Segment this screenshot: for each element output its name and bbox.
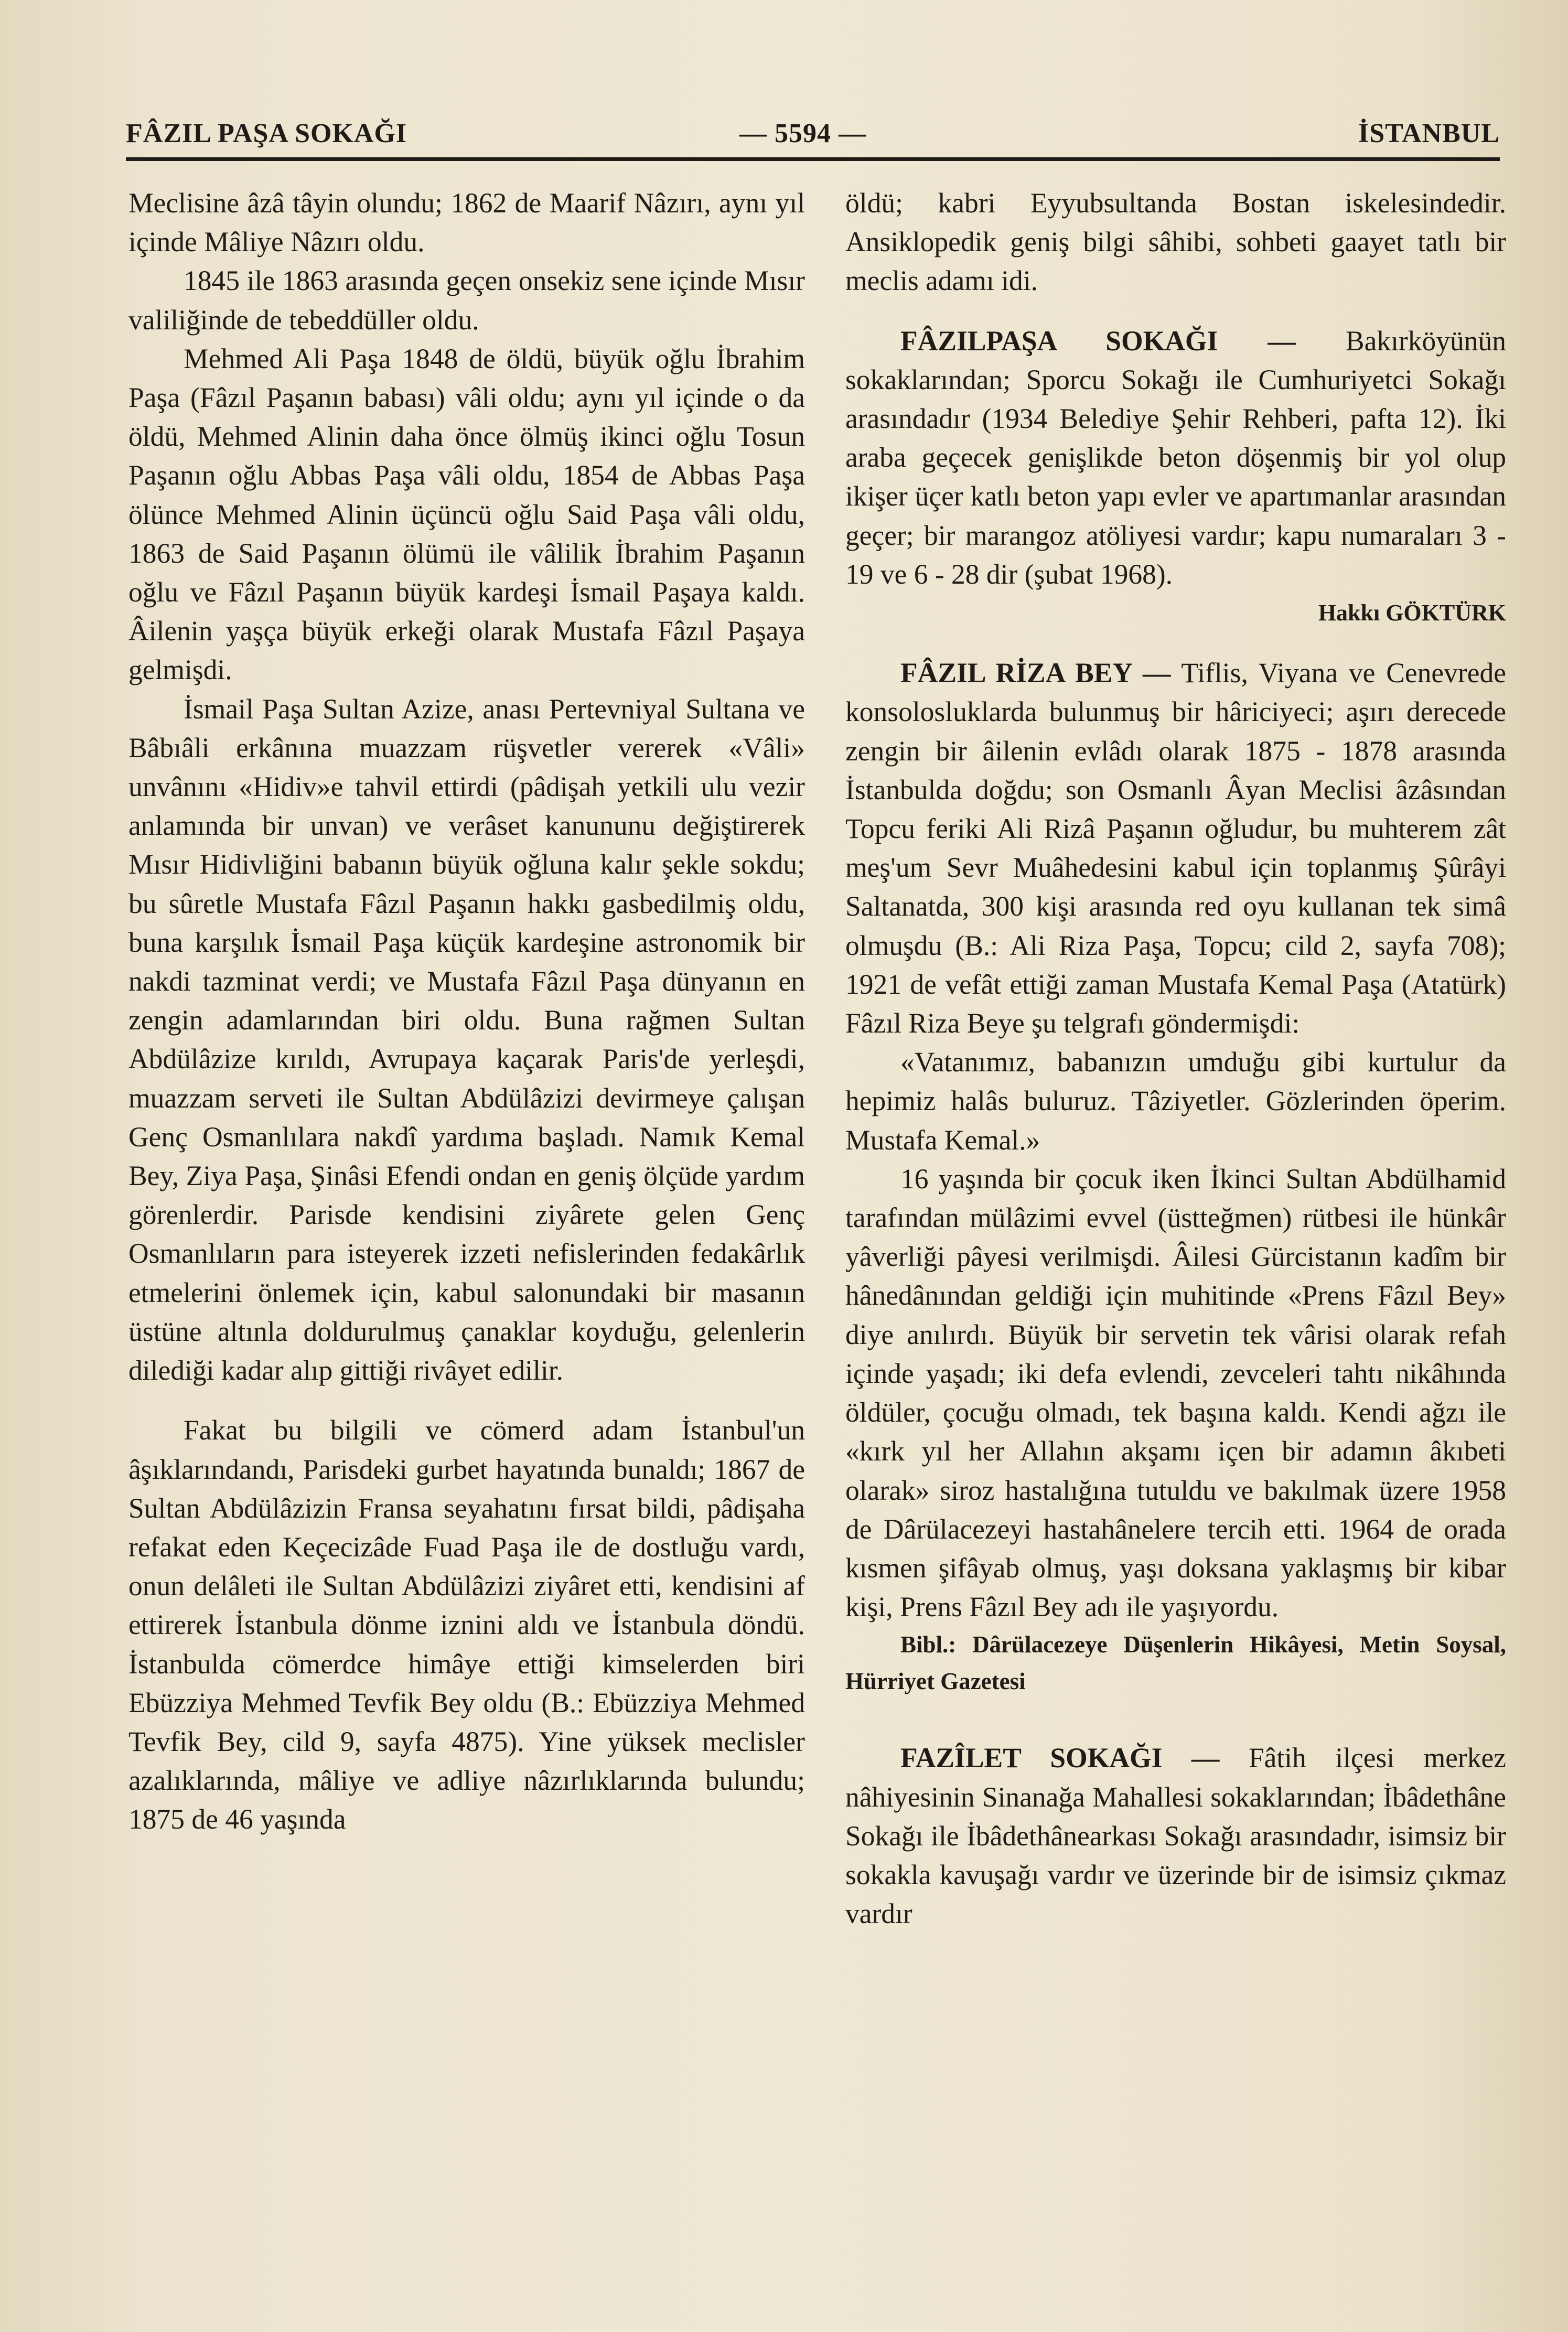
entry-text: Tiflis, Viyana ve Cenevrede konsolosluklarda bulunmuş bir hâriciyeci; aşırı derecede zengin bir âilenin evlâdı olarak 1875 - 1878 arasında İstanbulda doğdu; son Osmanlı Âyan Meclisi âzâsından Topcu feriki Ali Rizâ Paşanın oğludur, bu muhterem zât meş'um Sevr Muâhedesini kabul için toplanmış Şûrâyi Saltanatda, 300 kişi arasında red oyu kullanan tek simâ olmuşdu (B.: Ali Riza Paşa, Topcu; cild 2, sayfa 708); 1921 de vefât ettiği zaman Mustafa Kemal Paşa (Atatürk) Fâzıl Riza Beye şu telgrafı göndermişdi:	[845, 657, 1506, 1039]
telegram-quote: «Vatanımız, babanızın umduğu gibi kurtulur da hepimiz halâs buluruz. Tâziyetler. Gözlerinden öperim. Mustafa Kemal.»	[845, 1046, 1506, 1156]
entry-title: FÂZIL RİZA BEY —	[900, 657, 1171, 689]
paragraph: 1845 ile 1863 arasında geçen onsekiz sene içinde Mısır valiliğinde de tebeddüller oldu.	[128, 265, 805, 336]
entry-text: Fâtih ilçesi merkez nâhiyesinin Sinanağa Mahallesi sokaklarından; İbâdethâne Sokağı ile İbâdethânearkası Sokağı arasındadır, isimsiz bir sokakla kavuşağı vardır ve üzerinde bir de isimsiz çıkmaz vardır	[845, 1742, 1506, 1930]
paragraph: öldü; kabri Eyyubsultanda Bostan iskelesindedir. Ansiklopedik geniş bilgi sâhibi, sohbeti gaayet tatlı bir meclis adamı idi.	[845, 187, 1506, 297]
entry-title: FÂZILPAŞA SOKAĞI —	[900, 325, 1296, 357]
paragraph: Fakat bu bilgili ve cömerd adam İstanbul'un âşıklarındandı, Parisdeki gurbet hayatında bunaldı; 1867 de Sultan Abdülâzizin Fransa seyahatını fırsat bildi, pâdişaha refakat eden Keçecizâde Fuad Paşa ile de dostluğu vardı, onun delâleti ile Sultan Abdülâzizi ziyâret etti, kendisini af ettirerek İstanbula dönme iznini aldı ve İstanbula döndü. İstanbulda cömerdce himâye ettiği kimselerden biri Ebüzziya Mehmed Tevfik Bey oldu (B.: Ebüzziya Mehmed Tevfik Bey, cild 9, sayfa 4875). Yine yüksek meclisler azalıklarında, mâliye ve adliye nâzırlıklarında bulundu; 1875 de 46 yaşında	[128, 1414, 805, 1835]
paragraph: Meclisine âzâ tâyin olundu; 1862 de Maarif Nâzırı, aynı yıl içinde Mâliye Nâzırı oldu.	[128, 187, 805, 258]
right-column	[845, 184, 1506, 1933]
paragraph: İsmail Paşa Sultan Azize, anası Pertevniyal Sultana ve Bâbıâli erkânına muazzam rüşvetler vererek «Vâli» unvânını «Hidiv»e tahvil ettirdi (pâdişah yetkili ulu vezir anlamında bir unvan) ve verâset kanununu değiştirerek Mısır Hidivliğini babanın büyük oğluna kalır şekle sokdu; bu sûretle Mustafa Fâzıl Paşanın hakkı gasbedilmiş oldu, buna karşılık İsmail Paşa küçük kardeşine astronomik bir nakdi tazminat verdi; ve Mustafa Fâzıl Paşa dünyanın en zengin adamlarından biri oldu. Buna rağmen Sultan Abdülâzize kırıldı, Avrupaya kaçarak Paris'de yerleşdi, muazzam serveti ile Sultan Abdülâzizi devirmeye çalışan Genç Osmanlılara nakdî yardıma başladı. Namık Kemal Bey, Ziya Paşa, Şinâsi Efendi ondan en geniş ölçüde yardım görenlerdir. Parisde kendisini ziyârete gelen Genç Osmanlıların para isteyerek izzeti nefislerinden fedakârlık etmelerini önlemek için, kabul salonundaki bir masanın üstüne altınla doldurulmuş çanaklar koyduğu, gelenlerin dilediği kadar alıp gittiği rivâyet edilir.	[128, 693, 805, 1387]
entry-fazilet-sokagi	[845, 1738, 1506, 1933]
paragraph: Mehmed Ali Paşa 1848 de öldü, büyük oğlu İbrahim Paşa (Fâzıl Paşanın babası) vâli oldu; aynı yıl içinde o da öldü, Mehmed Alinin daha önce ölmüş ikinci oğlu Tosun Paşanın oğlu Abbas Paşa vâli oldu, 1854 de Abbas Paşa ölünce Mehmed Alinin üçüncü oğlu Said Paşa vâli oldu, 1863 de Said Paşanın ölümü ile vâlilik İbrahim Paşanın oğlu ve Fâzıl Paşanın büyük kardeşi İsmail Paşaya kaldı. Âilenin yaşça büyük erkeği olarak Mustafa Fâzıl Paşaya gelmişdi.	[128, 342, 805, 686]
entry-fazil-riza-bey	[845, 653, 1506, 1043]
entry-fazilpasa-sokagi	[845, 321, 1506, 594]
bibliography-text: Dârülacezeye Düşenlerin Hikâyesi, Metin Soysal, Hürriyet Gazetesi	[845, 1631, 1507, 1695]
paragraph: 16 yaşında bir çocuk iken İkinci Sultan Abdülhamid tarafından mülâzimi evvel (üstteğmen) rütbesi ile hünkâr yâverliği pâyesi verilmişdi. Âilesi Gürcistanın kadîm bir hânedânından geldiği için muhitinde «Prens Fâzıl Bey» diye anılırdı. Büyük bir servetin tek vârisi olarak refah içinde yaşadı; iki defa evlendi, zevceleri tahtı nikâhında öldüler, çocuğu olmadı, tek başına kaldı. Kendi ağzı ile «kırk yıl her Allahın akşamı içen bir adamın âkıbeti olarak» siroz hastalığına tutuldu ve bakılmak üzere 1958 de Dârülacezeyi hastahânelere tercih etti. 1964 de orada kısmen şifâyab olmuş, yaşı doksana yaklaşmış bir kibar kişi, Prens Fâzıl Bey adı ile yaşıyordu.	[845, 1163, 1506, 1623]
running-header	[126, 108, 1500, 155]
header-city: İSTANBUL	[1358, 119, 1500, 148]
bibliography	[845, 1626, 1506, 1700]
header-rule	[126, 157, 1500, 161]
entry-text: Bakırköyünün sokaklarından; Sporcu Sokağı ile Cumhuriyetci Sokağı arasındadır (1934 Belediye Şehir Rehberi, pafta 12). İki araba geçecek genişlikde beton döşenmiş bir yol olup ikişer üçer katlı beton yapı evler ve apartımanlar arasından geçer; bir marangoz atöliyesi vardır; kapu numaraları 3 - 19 ve 6 - 28 dir (şubat 1968).	[845, 325, 1507, 590]
author-signature: Hakkı GÖKTÜRK	[1318, 600, 1506, 626]
entry-title: FAZÎLET SOKAĞI —	[900, 1742, 1220, 1774]
left-column	[128, 184, 805, 1839]
header-street-title: FÂZIL PAŞA SOKAĞI	[126, 119, 407, 148]
page-number: — 5594 —	[739, 119, 866, 148]
bibliography-label: Bibl.:	[900, 1631, 957, 1658]
